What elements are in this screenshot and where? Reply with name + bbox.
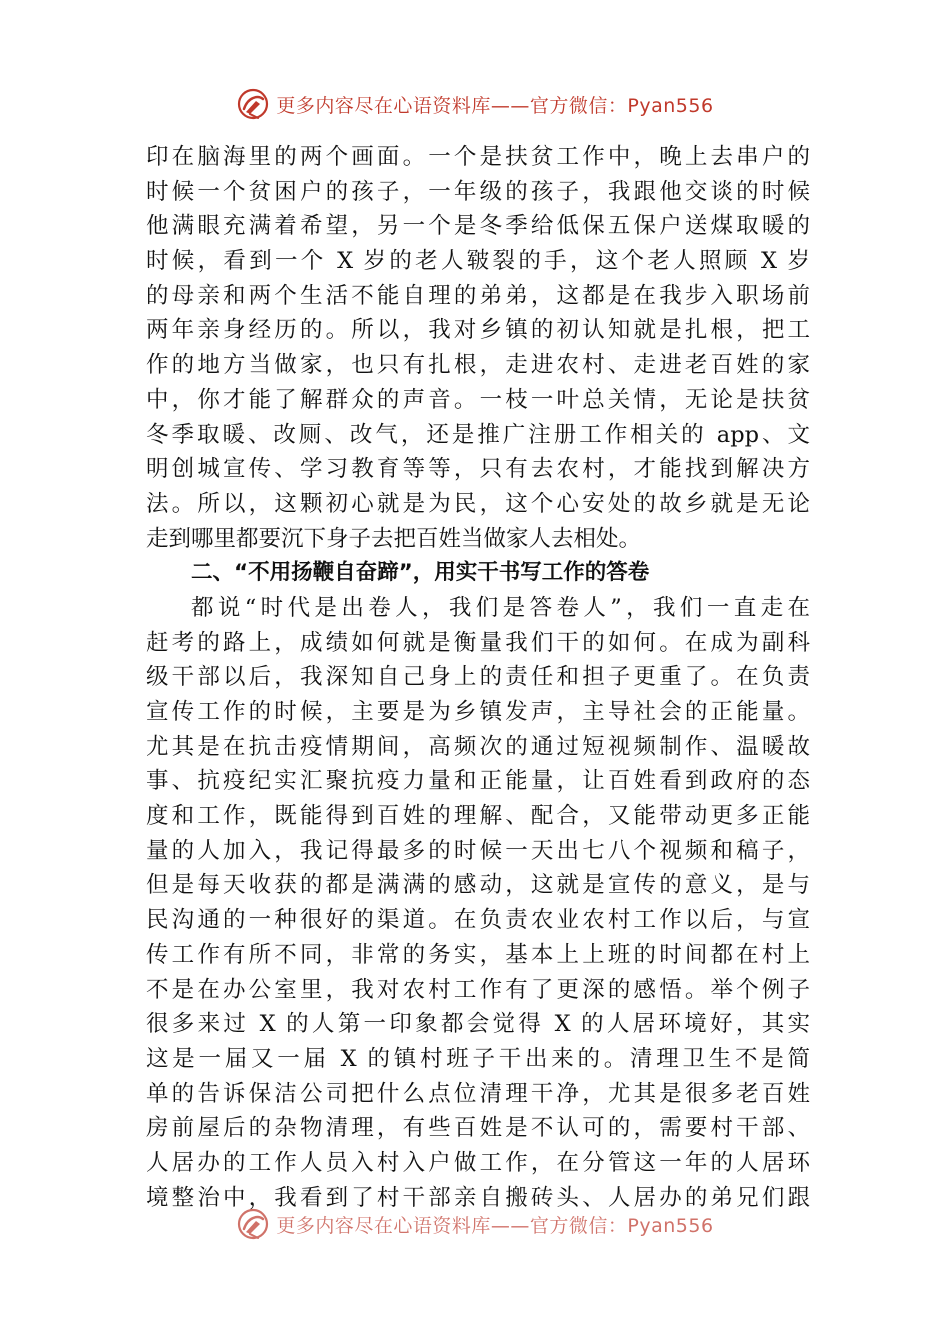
text-line: 法。所以，这颗初心就是为民，这个心安处的故乡就是无论 <box>146 490 810 517</box>
text-line: 宣传工作的时候，主要是为乡镇发声，主导社会的正能量。 <box>146 699 810 725</box>
text-line: 尤其是在抗击疫情期间，高频次的通过短视频制作、温暖故 <box>146 733 810 760</box>
watermark-logo-icon <box>236 1207 270 1241</box>
text-line: 冬季取暖、改厕、改气，还是推广注册工作相关的 app、文 <box>146 421 810 448</box>
watermark-text: 更多内容尽在心语资料库——官方微信：Pyan556 <box>276 94 714 117</box>
text-line: 印在脑海里的两个画面。一个是扶贫工作中，晚上去串户的 <box>146 144 810 170</box>
footer-watermark <box>0 1204 950 1244</box>
watermark-logo-icon <box>236 87 270 121</box>
text-line: 时候，看到一个 X 岁的老人皲裂的手，这个老人照顾 X 岁 <box>146 248 810 275</box>
text-line: 量的人加入，我记得最多的时候一天出七八个视频和稿子， <box>146 837 810 864</box>
text-line: 单的告诉保洁公司把什么点位清理干净，尤其是很多老百姓 <box>146 1080 810 1107</box>
text-line: 房前屋后的杂物清理，有些百姓是不认可的，需要村干部、 <box>146 1115 810 1142</box>
text-line: 这是一届又一届 X 的镇村班子干出来的。清理卫生不是简 <box>146 1045 810 1072</box>
document-body <box>146 140 810 1215</box>
text-line: 很多来过 X 的人第一印象都会觉得 X 的人居环境好，其实 <box>146 1011 810 1038</box>
paragraph-1 <box>146 140 810 556</box>
text-line: 的母亲和两个生活不能自理的弟弟，这都是在我步入职场前 <box>146 282 810 309</box>
text-line: 传工作有所不同，非常的务实，基本上上班的时间都在村上 <box>146 941 810 968</box>
section-heading: 二、“不用扬鞭自奋蹄”，用实干书写工作的答卷 <box>191 560 650 586</box>
text-line: 境整治中，我看到了村干部亲自搬砖头、人居办的弟兄们跟 <box>146 1184 810 1211</box>
text-line: 他满眼充满着希望，另一个是冬季给低保五保户送煤取暖的 <box>146 213 810 240</box>
text-line: 不是在办公室里，我对农村工作有了更深的感悟。举个例子 <box>146 976 810 1003</box>
text-line: 走到哪里都要沉下身子去把百姓当做家人去相处。 <box>146 525 642 552</box>
text-line: 人居办的工作人员入村入户做工作，在分管这一年的人居环 <box>146 1149 810 1176</box>
text-line: 都说“时代是出卷人，我们是答卷人”，我们一直走在 <box>191 594 810 621</box>
paragraph-2 <box>146 591 810 1215</box>
text-line: 度和工作，既能得到百姓的理解、配合，又能带动更多正能 <box>146 803 810 830</box>
text-line: 民沟通的一种很好的渠道。在负责农业农村工作以后，与宣 <box>146 907 810 934</box>
text-line: 中，你才能了解群众的声音。一枝一叶总关情，无论是扶贫 <box>146 386 810 413</box>
watermark-text: 更多内容尽在心语资料库——官方微信：Pyan556 <box>276 1214 714 1237</box>
text-line: 但是每天收获的都是满满的感动，这就是宣传的意义，是与 <box>146 872 810 899</box>
text-line: 赶考的路上，成绩如何就是衡量我们干的如何。在成为副科 <box>146 629 810 656</box>
text-line: 明创城宣传、学习教育等等，只有去农村，才能找到解决方 <box>146 456 810 483</box>
text-line: 两年亲身经历的。所以，我对乡镇的初认知就是扎根，把工 <box>146 317 810 344</box>
text-line: 事、抗疫纪实汇聚抗疫力量和正能量，让百姓看到政府的态 <box>146 768 810 795</box>
text-line: 级干部以后，我深知自己身上的责任和担子更重了。在负责 <box>146 664 810 691</box>
text-line: 作的地方当做家，也只有扎根，走进农村、走进老百姓的家 <box>146 352 810 379</box>
text-line: 时候一个贫困户的孩子，一年级的孩子，我跟他交谈的时候 <box>146 178 810 205</box>
header-watermark <box>0 84 950 124</box>
